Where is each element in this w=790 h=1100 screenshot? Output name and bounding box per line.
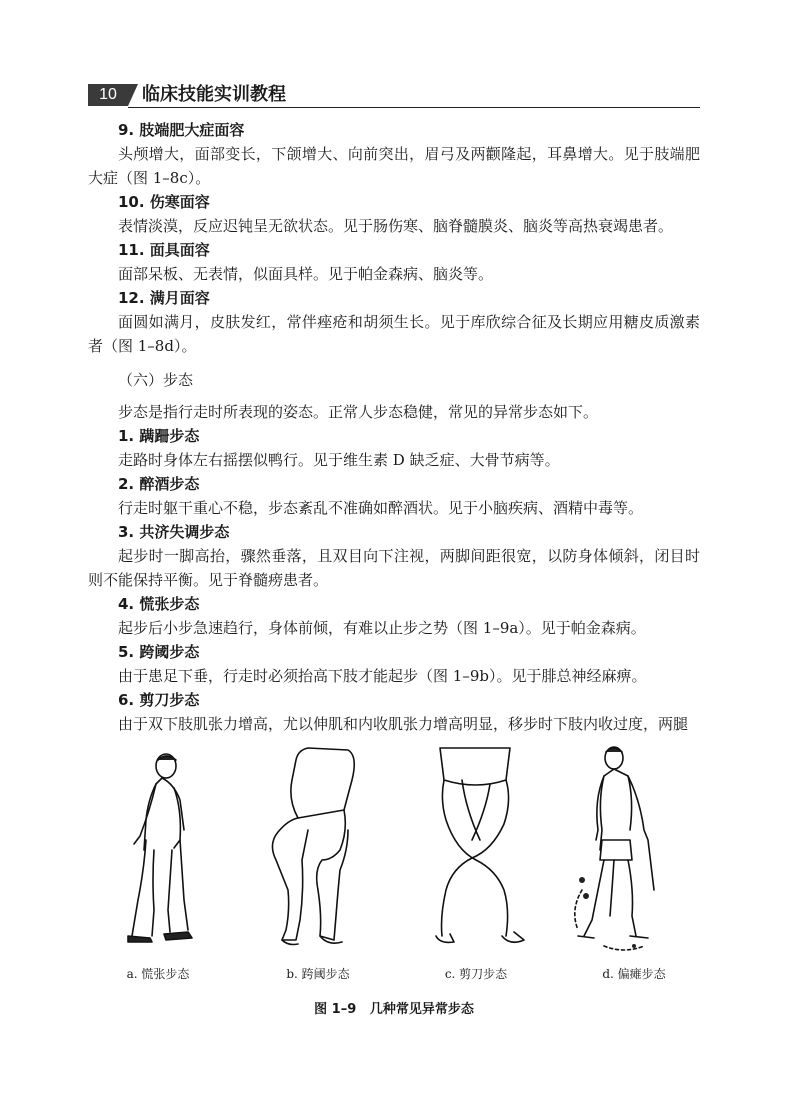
figure-c-label: c. 剪刀步态: [444, 967, 508, 981]
para-10: 表情淡漠，反应迟钝呈无欲状态。见于肠伤寒、脑脊髓膜炎、脑炎等高热衰竭患者。: [118, 217, 674, 235]
figure-a-label: a. 慌张步态: [126, 967, 190, 981]
book-title: 临床技能实训教程: [142, 84, 286, 105]
heading-gait-2: 2. 醉酒步态: [118, 475, 200, 493]
figure-caption-number: 图 1–9: [314, 1002, 357, 1017]
heading-gait-3: 3. 共济失调步态: [118, 523, 230, 541]
figure-caption: [88, 998, 700, 1017]
page-number: 10: [88, 84, 128, 106]
para-gait-6: 由于双下肢肌张力增高，尤以伸肌和内收肌张力增高明显，移步时下肢内收过度，两腿: [118, 715, 689, 733]
heading-12: 12. 满月面容: [118, 289, 210, 307]
figure-a-illustration: [88, 740, 228, 960]
heading-gait-6: 6. 剪刀步态: [118, 691, 200, 709]
para-gait-2: 行走时躯干重心不稳，步态紊乱不准确如醉酒状。见于小脑疾病、酒精中毒等。: [118, 499, 644, 517]
festinating-gait-drawing: [88, 740, 228, 960]
para-11: 面部呆板、无表情，似面具样。见于帕金森病、脑炎等。: [118, 265, 494, 283]
figure-b-illustration: [248, 740, 388, 960]
para-12: 面圆如满月，皮肤发红，常伴痤疮和胡须生长。见于库欣综合征及长期应用糖皮质激素者（图 1–8d）。: [88, 313, 700, 355]
heading-9: 9. 肢端肥大症面容: [118, 121, 245, 139]
body-text: [88, 118, 700, 736]
figure-d-illustration: [564, 740, 704, 960]
para-gait-4: 起步后小步急速趋行，身体前倾，有难以止步之势（图 1–9a）。见于帕金森病。: [118, 619, 646, 637]
hemiplegic-gait-drawing: [564, 740, 704, 960]
heading-gait-4: 4. 慌张步态: [118, 595, 200, 613]
heading-gait-1: 1. 蹒跚步态: [118, 427, 200, 445]
heading-gait-5: 5. 跨阈步态: [118, 643, 200, 661]
steppage-gait-drawing: [248, 740, 388, 960]
para-9: 头颅增大，面部变长，下颌增大、向前突出，眉弓及两颧隆起，耳鼻增大。见于肢端肥大症（图 1–8c）。: [88, 145, 700, 187]
para-gait-3: 起步时一脚高抬，骤然垂落，且双目向下注视，两脚间距很宽，以防身体倾斜，闭目时则不能保持平衡。见于脊髓痨患者。: [88, 547, 700, 589]
figure-d-label: d. 偏瘫步态: [602, 967, 666, 981]
header-wedge: [128, 84, 138, 106]
section-gait: （六）步态: [118, 371, 194, 389]
figure-b-label: b. 跨阈步态: [286, 967, 350, 981]
heading-10: 10. 伤寒面容: [118, 193, 210, 211]
figure-caption-text: 几种常见异常步态: [369, 1002, 474, 1017]
para-gait-1: 走路时身体左右摇摆似鸭行。见于维生素 D 缺乏症、大骨节病等。: [118, 451, 560, 469]
figure-c-illustration: [406, 740, 546, 960]
figure-1-9: [88, 740, 700, 1020]
para-gait-5: 由于患足下垂，行走时必须抬高下肢才能起步（图 1–9b）。见于腓总神经麻痹。: [118, 667, 647, 685]
para-gait-intro: 步态是指行走时所表现的姿态。正常人步态稳健，常见的异常步态如下。: [118, 403, 599, 421]
scissor-gait-drawing: [406, 740, 546, 960]
header-rule: [128, 107, 700, 108]
heading-11: 11. 面具面容: [118, 241, 210, 259]
running-header: [88, 82, 700, 108]
